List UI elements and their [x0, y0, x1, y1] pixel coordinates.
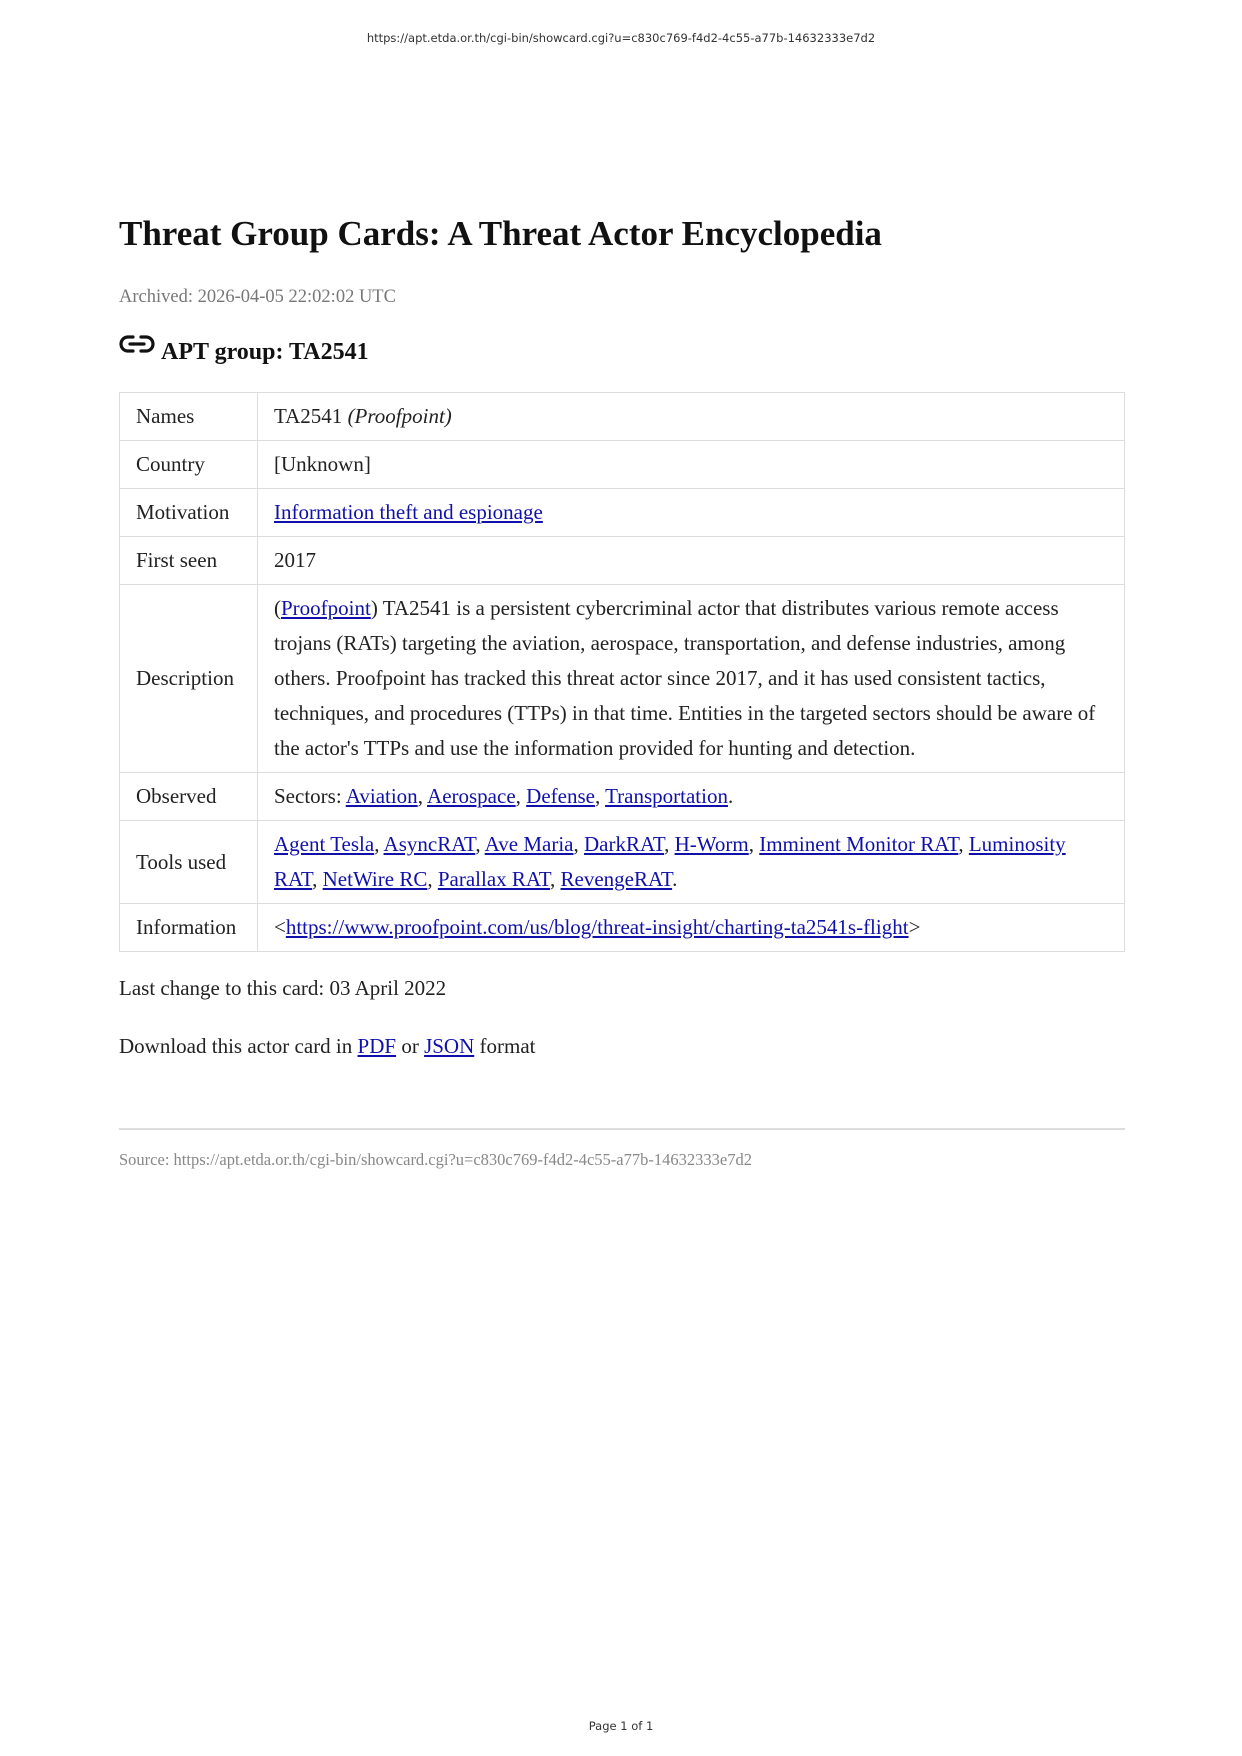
tool-link[interactable]: AsyncRAT: [383, 832, 476, 856]
download-suffix: format: [474, 1034, 536, 1058]
observed-label: Observed: [120, 773, 258, 821]
row-information: [120, 904, 1125, 952]
tool-link[interactable]: Agent Tesla: [274, 832, 375, 856]
tools-value: Agent Tesla, AsyncRAT, Ave Maria, DarkRAT, H-Worm, Imminent Monitor RAT, Luminosity RAT, NetWire RC, Parallax RAT, RevengeRAT.: [258, 821, 1125, 904]
description-source-link[interactable]: Proofpoint: [281, 596, 371, 620]
motivation-link[interactable]: Information theft and espionage: [274, 500, 543, 524]
first-seen-label: First seen: [120, 537, 258, 585]
download-prefix: Download this actor card in: [119, 1034, 358, 1058]
sectors-prefix: Sectors:: [274, 784, 346, 808]
row-country: [120, 441, 1125, 489]
info-lt: <: [274, 915, 286, 939]
sector-link[interactable]: Defense: [526, 784, 595, 808]
description-open-paren: (: [274, 596, 281, 620]
tools-label: Tools used: [120, 821, 258, 904]
names-value: [258, 393, 1125, 441]
row-observed: [120, 773, 1125, 821]
tool-link[interactable]: NetWire RC: [322, 867, 428, 891]
last-change: Last change to this card: 03 April 2022: [119, 976, 447, 1000]
archived-timestamp: Archived: 2026-04-05 22:02:02 UTC: [119, 287, 396, 307]
motivation-label: Motivation: [120, 489, 258, 537]
row-description: [120, 585, 1125, 773]
main-content: [119, 210, 1124, 1170]
actor-name-source: (Proofpoint): [347, 404, 452, 428]
tool-link[interactable]: Parallax RAT: [437, 867, 551, 891]
row-motivation: [120, 489, 1125, 537]
description-label: Description: [120, 585, 258, 773]
tool-link[interactable]: H-Worm: [674, 832, 749, 856]
source-url: Source: https://apt.etda.or.th/cgi-bin/showcard.cgi?u=c830c769-f4d2-4c55-a77b-14632333e7d2: [119, 1150, 752, 1169]
group-heading: [119, 336, 1124, 368]
first-seen-value: 2017: [258, 537, 1125, 585]
row-tools: [120, 821, 1125, 904]
description-text: ) TA2541 is a persistent cybercriminal actor that distributes various remote access trojans (RATs) targeting the aviation, aerospace, transportation, and defense industries, among others. Proofpoint has tracked this threat actor since 2017, and it has used consistent tactics, techniques, and procedures (TTPs) in that time. Entities in the targeted sectors should be aware of the actor's TTPs and use the information provided for hunting and detection.: [274, 596, 1096, 760]
motivation-value: [258, 489, 1125, 537]
country-value: [Unknown]: [258, 441, 1125, 489]
site-title: Threat Group Cards: A Threat Actor Encyclopedia: [119, 214, 882, 253]
tool-link[interactable]: Ave Maria: [484, 832, 574, 856]
sector-link[interactable]: Aviation: [345, 784, 418, 808]
group-name: APT group: TA2541: [161, 339, 369, 365]
pdf-download-link[interactable]: PDF: [357, 1034, 397, 1058]
observed-value: Sectors: Aviation, Aerospace, Defense, Transportation.: [258, 773, 1125, 821]
tool-link[interactable]: Luminosity RAT: [274, 832, 1066, 891]
divider: [119, 1128, 1125, 1130]
information-value: [258, 904, 1125, 952]
names-label: Names: [120, 393, 258, 441]
tool-link[interactable]: RevengeRAT: [560, 867, 673, 891]
download-line: [119, 1032, 1124, 1060]
sector-link[interactable]: Aerospace: [427, 784, 516, 808]
information-label: Information: [120, 904, 258, 952]
description-value: [258, 585, 1125, 773]
actor-card-table: [119, 392, 1125, 952]
json-download-link[interactable]: JSON: [424, 1034, 475, 1058]
row-first-seen: [120, 537, 1125, 585]
link-icon[interactable]: [119, 330, 155, 358]
information-url-link[interactable]: https://www.proofpoint.com/us/blog/threat-insight/charting-ta2541s-flight: [285, 915, 909, 939]
actor-name: TA2541: [274, 404, 343, 428]
country-label: Country: [120, 441, 258, 489]
info-gt: >: [908, 915, 921, 939]
sector-link[interactable]: Transportation: [605, 784, 728, 808]
tool-link[interactable]: Imminent Monitor RAT: [759, 832, 959, 856]
tool-link[interactable]: DarkRAT: [584, 832, 665, 856]
page-number: Page 1 of 1: [588, 1719, 654, 1733]
row-names: [120, 393, 1125, 441]
print-header-url: https://apt.etda.or.th/cgi-bin/showcard.cgi?u=c830c769-f4d2-4c55-a77b-14632333e7d2: [366, 31, 876, 45]
download-or: or: [396, 1034, 425, 1058]
